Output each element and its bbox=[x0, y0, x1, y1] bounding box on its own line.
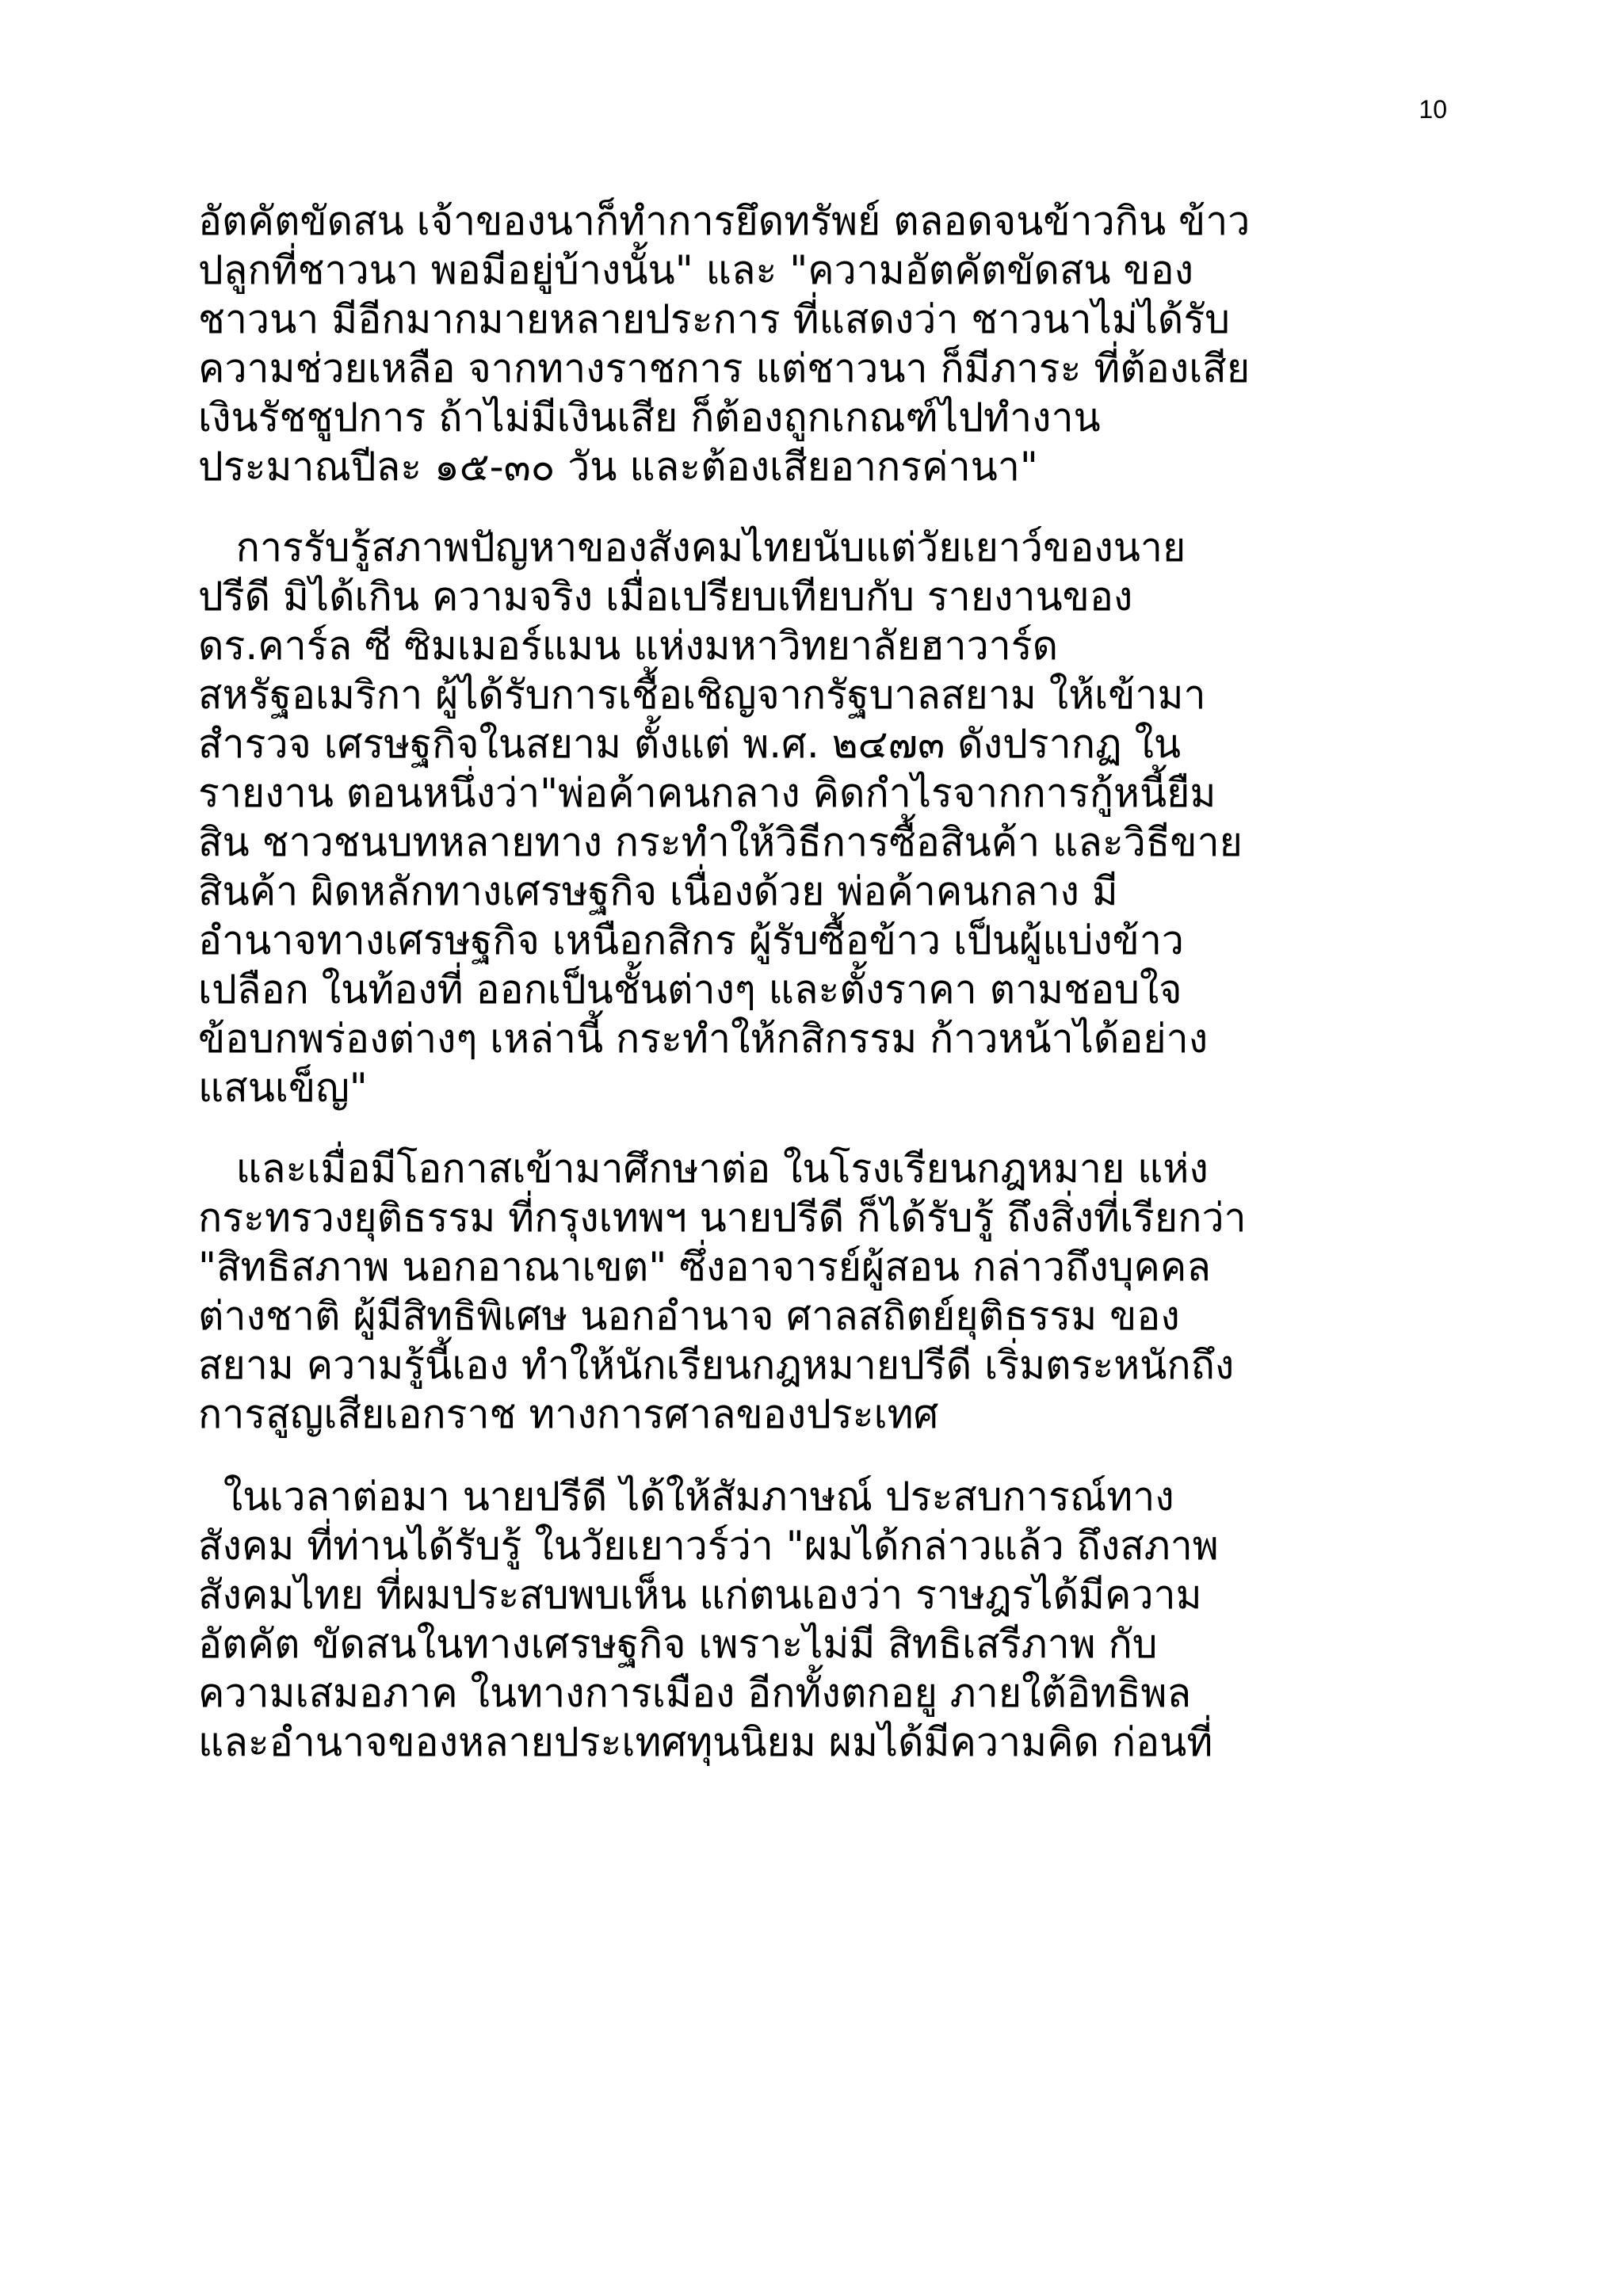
text-line: ปรีดี มิได้เกิน ความจริง เมื่อเปรียบเทียบกับ รายงานของ bbox=[198, 574, 1133, 620]
text-line: ความเสมอภาค ในทางการเมือง อีกทั้งตกอยู ภายใต้อิทธิพล bbox=[198, 1670, 1192, 1716]
text-line: อัตคัต ขัดสนในทางเศรษฐกิจ เพราะไม่มี สิทธิเสรีภาพ กับ bbox=[198, 1621, 1158, 1667]
text-line: การสูญเสียเอกราช ทางการศาลของประเทศ bbox=[198, 1391, 939, 1437]
text-line: "สิทธิสภาพ นอกอาณาเขต" ซึ่งอาจารย์ผู้สอน กล่าวถึงบุคคล bbox=[198, 1244, 1212, 1290]
text-line: เปลือก ในท้องที่ ออกเป็นชั้นต่างๆ และตั้งราคา ตามชอบใจ bbox=[198, 967, 1182, 1013]
text-line: สังคม ที่ท่านได้รับรู้ ในวัยเยาวร์ว่า "ผมได้กล่าวแล้ว ถึงสภาพ bbox=[198, 1523, 1219, 1569]
text-line: ข้อบกพร่องต่างๆ เหล่านี้ กระทำให้กสิกรรม ก้าวหน้าได้อย่าง bbox=[198, 1016, 1209, 1062]
text-line: สิน ชาวชนบทหลายทาง กระทำให้วิธีการซื้อสินค้า และวิธีขาย bbox=[198, 819, 1243, 865]
paragraph-4 bbox=[198, 1472, 1450, 1767]
text-line: สำรวจ เศรษฐกิจในสยาม ตั้งแต่ พ.ศ. ๒๔๗๓ ดังปรากฏ ใน bbox=[198, 721, 1182, 767]
paragraph-2 bbox=[198, 523, 1450, 1112]
text-line: และเมื่อมีโอกาสเข้ามาศึกษาต่อ ในโรงเรียนกฎหมาย แห่ง bbox=[198, 1146, 1209, 1192]
text-line: ปลูกที่ชาวนา พอมีอยู่บ้างนั้น" และ "ความอัตคัตขัดสน ของ bbox=[198, 247, 1194, 293]
text-line: ต่างชาติ ผู้มีสิทธิพิเศษ นอกอำนาจ ศาลสถิตย์ยุติธรรม ของ bbox=[198, 1293, 1180, 1339]
text-line: ชาวนา มีอีกมากมายหลายประการ ที่แสดงว่า ชาวนาไม่ได้รับ bbox=[198, 296, 1230, 342]
text-line: สังคมไทย ที่ผมประสบพบเห็น แก่ตนเองว่า ราษฎรได้มีความ bbox=[198, 1572, 1202, 1618]
body-text bbox=[198, 196, 1450, 1767]
text-line: อำนาจทางเศรษฐกิจ เหนือกสิกร ผู้รับซื้อข้าว เป็นผู้แบ่งข้าว bbox=[198, 917, 1184, 963]
text-line: แสนเข็ญ" bbox=[198, 1065, 368, 1111]
text-line: สยาม ความรู้นี้เอง ทำให้นักเรียนกฎหมายปรีดี เริ่มตระหนักถึง bbox=[198, 1342, 1235, 1388]
paragraph-1 bbox=[198, 196, 1450, 491]
page-number: 10 bbox=[1419, 95, 1447, 124]
text-line: และอำนาจของหลายประเทศทุนนิยม ผมได้มีความคิด ก่อนที่ bbox=[198, 1719, 1213, 1765]
text-line: สินค้า ผิดหลักทางเศรษฐกิจ เนื่องด้วย พ่อค้าคนกลาง มี bbox=[198, 868, 1118, 914]
text-line: เงินรัชชูปการ ถ้าไม่มีเงินเสีย ก็ต้องถูกเกณฑ์ไปทำงาน bbox=[198, 395, 1101, 441]
text-line: กระทรวงยุติธรรม ที่กรุงเทพฯ นายปรีดี ก็ได้รับรู้ ถึงสิ่งที่เรียกว่า bbox=[198, 1195, 1247, 1241]
text-line: ในเวลาต่อมา นายปรีดี ได้ให้สัมภาษณ์ ประสบการณ์ทาง bbox=[198, 1474, 1174, 1520]
text-line: ประมาณปีละ ๑๕-๓๐ วัน และต้องเสียอากรค่านา" bbox=[198, 444, 1038, 490]
paragraph-3 bbox=[198, 1144, 1450, 1439]
text-line: การรับรู้สภาพปัญหาของสังคมไทยนับแต่วัยเยาว์ของนาย bbox=[198, 524, 1186, 570]
text-line: อัตคัตขัดสน เจ้าของนาก็ทำการยึดทรัพย์ ตลอดจนข้าวกิน ข้าว bbox=[198, 198, 1251, 244]
text-line: สหรัฐอเมริกา ผู้ได้รับการเชื้อเชิญจากรัฐบาลสยาม ให้เข้ามา bbox=[198, 672, 1206, 718]
text-line: ความช่วยเหลือ จากทางราชการ แต่ชาวนา ก็มีภาระ ที่ต้องเสีย bbox=[198, 345, 1251, 391]
text-line: รายงาน ตอนหนึ่งว่า"พ่อค้าคนกลาง คิดกำไรจากการกู้หนี้ยืม bbox=[198, 770, 1216, 816]
text-line: ดร.คาร์ล ซี ซิมเมอร์แมน แห่งมหาวิทยาลัยฮาวาร์ด bbox=[198, 623, 1059, 669]
